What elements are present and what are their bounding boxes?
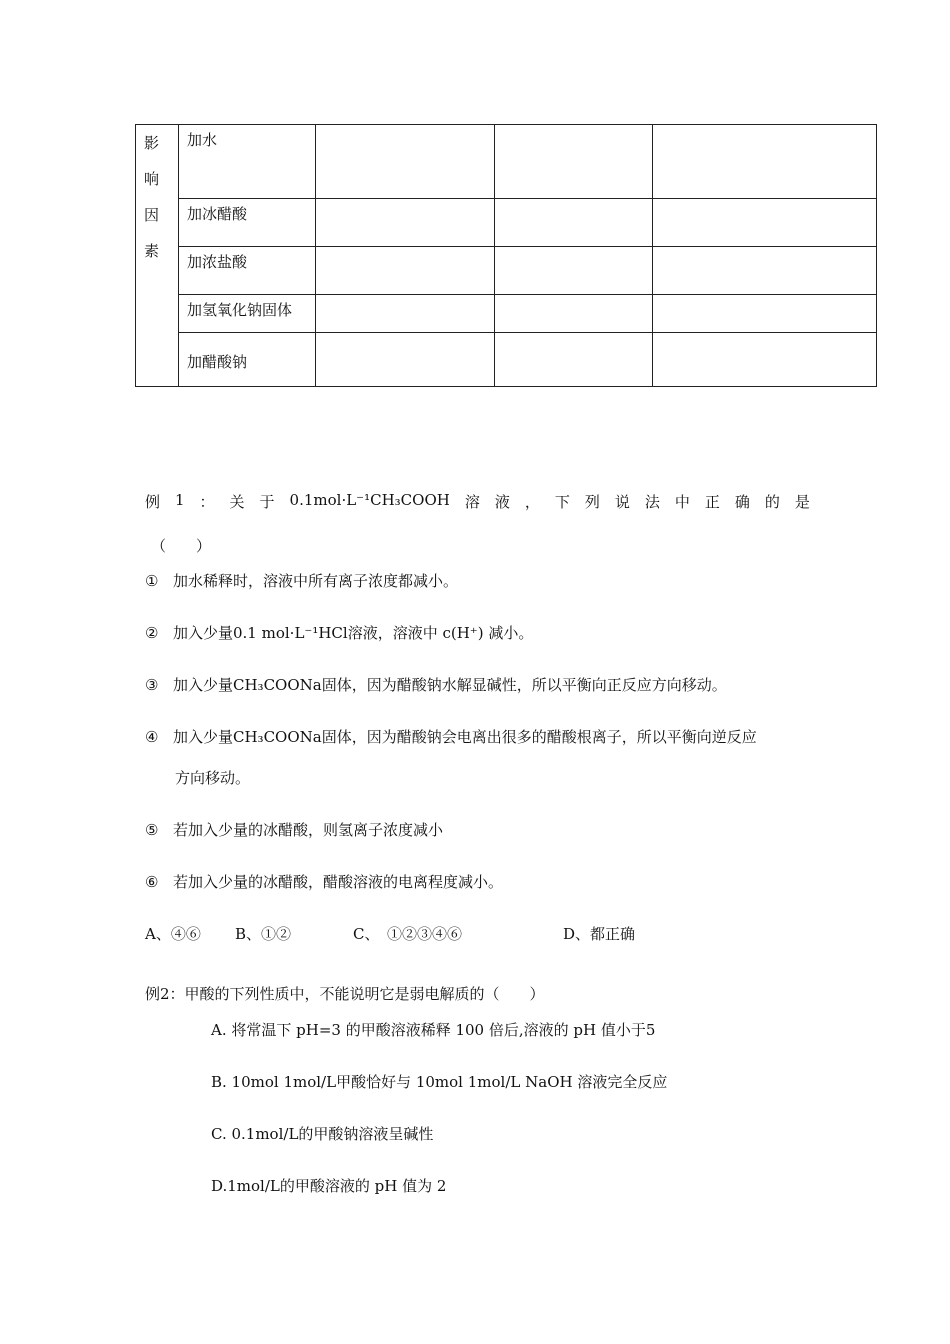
side-char: 素 bbox=[144, 242, 160, 260]
row-label: 加醋酸钠 bbox=[187, 353, 248, 371]
item-text: 加入少量CH₃COONa固体，因为醋酸钠水解显碱性，所以平衡向正反应方向移动。 bbox=[173, 676, 727, 694]
empty-cell bbox=[653, 125, 877, 199]
empty-cell bbox=[653, 247, 877, 295]
item-text: 若加入少量的冰醋酸，醋酸溶液的电离程度减小。 bbox=[173, 873, 504, 891]
question-fragment: 确 bbox=[734, 493, 750, 511]
empty-cell bbox=[316, 333, 495, 387]
question-fragment: 于 bbox=[259, 493, 275, 511]
statement-4-continued bbox=[175, 767, 250, 788]
question-fragment: 正 bbox=[704, 493, 720, 511]
empty-cell bbox=[495, 125, 653, 199]
item-number: ⑥ bbox=[145, 873, 159, 891]
example2-option-a: A. 将常温下 pH=3 的甲酸溶液稀释 100 倍后,溶液的 pH 值小于5 bbox=[211, 1021, 656, 1039]
example2-option-c: C. 0.1mol/L的甲酸钠溶液呈碱性 bbox=[211, 1125, 434, 1143]
question-fragment: 是 bbox=[794, 493, 810, 511]
item-text: 方向移动。 bbox=[175, 769, 251, 787]
answer-blank: （ ） bbox=[151, 537, 212, 555]
item-number: ① bbox=[145, 572, 159, 590]
question-fragment: 的 bbox=[764, 493, 780, 511]
empty-cell bbox=[316, 199, 495, 247]
question-fragment: 溶 bbox=[464, 493, 480, 511]
row-label-cell bbox=[179, 125, 316, 199]
question-fragment: 列 bbox=[584, 493, 600, 511]
row-label: 加冰醋酸 bbox=[187, 205, 248, 223]
side-char: 因 bbox=[144, 206, 160, 224]
item-text: 加入少量CH₃COONa固体，因为醋酸钠会电离出很多的醋酸根离子，所以平衡向逆反应 bbox=[173, 728, 757, 746]
empty-cell bbox=[653, 333, 877, 387]
item-number: ④ bbox=[145, 728, 159, 746]
example2-option-b: B. 10mol 1mol/L甲酸恰好与 10mol 1mol/L NaOH 溶液完全反应 bbox=[211, 1073, 668, 1091]
item-number: ⑤ bbox=[145, 821, 159, 839]
statement-2 bbox=[145, 622, 533, 643]
choice-a: A、④⑥ bbox=[145, 925, 201, 943]
table-row bbox=[136, 333, 877, 387]
question-fragment: 关 bbox=[229, 493, 245, 511]
question-fragment: 法 bbox=[644, 493, 660, 511]
row-label-cell bbox=[179, 199, 316, 247]
empty-cell bbox=[495, 247, 653, 295]
example2-option-d: D.1mol/L的甲酸溶液的 pH 值为 2 bbox=[211, 1177, 447, 1195]
influence-factors-table bbox=[135, 124, 877, 387]
side-char: 响 bbox=[144, 170, 160, 188]
row-label-cell bbox=[179, 247, 316, 295]
statement-1 bbox=[145, 570, 458, 591]
empty-cell bbox=[495, 295, 653, 333]
question-fragment: ， bbox=[524, 493, 540, 511]
row-label: 加浓盐酸 bbox=[187, 253, 248, 271]
item-text: 若加入少量的冰醋酸，则氢离子浓度减小 bbox=[173, 821, 444, 839]
question-fragment: 0.1mol·L⁻¹CH₃COOH bbox=[289, 491, 450, 509]
empty-cell bbox=[316, 247, 495, 295]
item-number: ② bbox=[145, 624, 159, 642]
empty-cell bbox=[653, 295, 877, 333]
question-fragment: 下 bbox=[554, 493, 570, 511]
question-fragment: 中 bbox=[674, 493, 690, 511]
statement-4 bbox=[145, 726, 757, 747]
question-fragment: ： bbox=[199, 493, 215, 511]
side-char: 影 bbox=[144, 134, 160, 152]
table-row bbox=[136, 247, 877, 295]
statement-6 bbox=[145, 871, 503, 892]
statement-5 bbox=[145, 819, 443, 840]
question-fragment: 液 bbox=[494, 493, 510, 511]
row-label: 加水 bbox=[187, 131, 218, 149]
statement-3 bbox=[145, 674, 727, 695]
side-header-cell bbox=[136, 125, 179, 387]
empty-cell bbox=[316, 125, 495, 199]
question-fragment: 例 bbox=[145, 493, 161, 511]
example2-question: 例2：甲酸的下列性质中，不能说明它是弱电解质的（ ） bbox=[145, 985, 545, 1003]
question-fragment: 1 bbox=[175, 491, 185, 509]
empty-cell bbox=[495, 333, 653, 387]
empty-cell bbox=[653, 199, 877, 247]
item-text: 加水稀释时，溶液中所有离子浓度都减小。 bbox=[173, 572, 459, 590]
question-fragment: 说 bbox=[614, 493, 630, 511]
table-row bbox=[136, 125, 877, 199]
row-label: 加氢氧化钠固体 bbox=[187, 301, 293, 319]
row-label-cell bbox=[179, 295, 316, 333]
empty-cell bbox=[316, 295, 495, 333]
table-row bbox=[136, 199, 877, 247]
choice-b: B、①② bbox=[235, 925, 292, 943]
choice-d: D、都正确 bbox=[563, 925, 636, 943]
table-row bbox=[136, 295, 877, 333]
row-label-cell bbox=[179, 333, 316, 387]
example1-question bbox=[145, 491, 810, 512]
item-number: ③ bbox=[145, 676, 159, 694]
answer-choices bbox=[145, 923, 635, 944]
empty-cell bbox=[495, 199, 653, 247]
choice-c: C、 ①②③④⑥ bbox=[353, 925, 462, 943]
item-text: 加入少量0.1 mol·L⁻¹HCl溶液，溶液中 c(H⁺) 减小。 bbox=[173, 624, 534, 642]
